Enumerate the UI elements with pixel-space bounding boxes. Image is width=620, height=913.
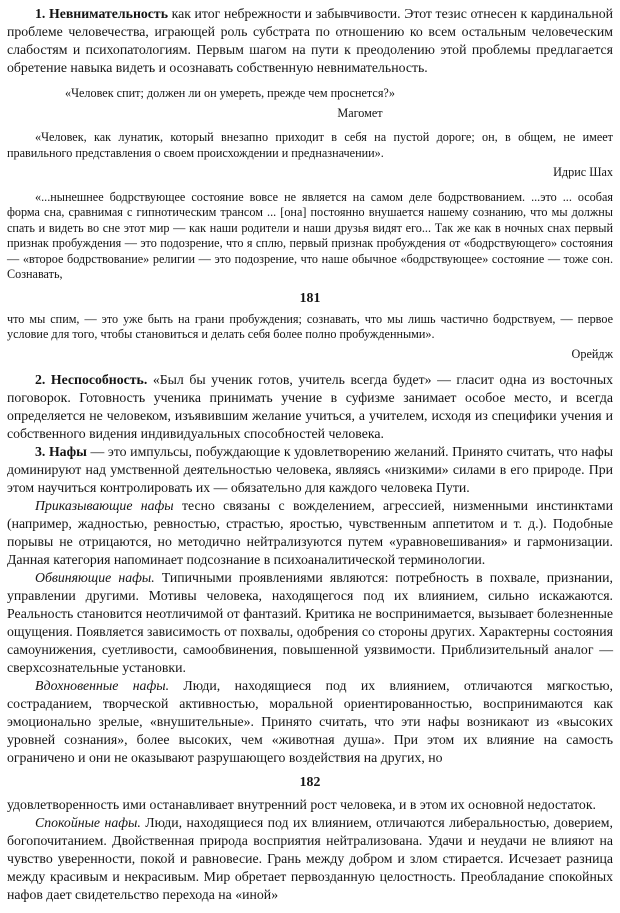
quote-orage-part1: «...нынешнее бодрствующее состояние вовсе не является на самом деле бодрствованием. ...это ... особая форма сна, сравнимая с гипнотическим трансом ... [она] постоянно внушается нашему сознанию, что мы должны спать и видеть во сне этот мир — как наши родители и наши друзья видят его... Так же как в ночных снах первый признак пробуждения — это подозрение, что я сплю, первый признак пробуждения от «бодрствующего» состояния — «второе бодрствование» религии — это подозрение, что наше обычное «бодрствующее» состояние — тоже сон. Сознавать,: [7, 189, 613, 281]
paragraph-nafs: [7, 443, 613, 497]
attribution-idries-shah: Идрис Шах: [553, 165, 613, 179]
paragraph-inspired-nafs-continuation: удовлетворенность ими останавливает внутренний рост человека, и в этом их основной недостаток.: [7, 797, 596, 812]
term-commanding-nafs: Приказывающие нафы: [35, 498, 174, 513]
attribution-orage: Орейдж: [571, 346, 613, 361]
term-accusing-nafs: Обвиняющие нафы.: [35, 570, 155, 585]
paragraph-inspired-nafs-text: Люди, находящиеся под их влиянием, отличаются мягкостью, состраданием, творческой активностью, моральной ориентированностью, воспринимаются как эмоционально зрелые, «внушительные». Принято считать, что эти нафы возникают из «высоких уровней сознания», более высоких, чем «животная душа». При этом их влияние на самость ограничено и они не оказывают разрушающего воздействия на других, но: [7, 678, 613, 765]
paragraph-serene-nafs-text: Люди, находящиеся под их влиянием, отличаются либеральностью, доверием, богопочитанием. Двойственная природа восприятия нейтрализована. Удачи и неудачи не влияют на чувство уверенности, покой и равновесие. Грань между добром и злом стирается. Исчезает разница между красивым и некрасивым. Мир обретает первозданную целостность. Преобладание спокойных нафов дает свидетельство перехода на «иной»: [7, 815, 613, 902]
quote-mahomet: «Человек спит; должен ли он умереть, прежде чем проснется?»: [65, 86, 395, 100]
paragraph-incapacity-text: «Был бы ученик готов, учитель всегда будет» — гласит одна из восточных поговорок. Готовность ученика принимать учение в суфизме занимает особое место, и всегда определяется не человеком, изъявившим желание учиться, а учителем, исходя из специфики учения и собственного видения индивидуальных способностей человека.: [7, 372, 613, 441]
page-number-181: 181: [299, 289, 321, 305]
term-serene-nafs: Спокойные нафы.: [35, 815, 141, 830]
paragraph-inspired-nafs: [7, 677, 613, 767]
attribution-mahomet: Магомет: [337, 105, 383, 120]
paragraph-inattention: [7, 5, 613, 77]
term-incapacity: 2. Неспособность.: [35, 372, 148, 387]
paragraph-accusing-nafs-text: Типичными проявлениями являются: потребность в похвале, признании, управлении другими. Мотивы человека, находящегося под их влиянием, сильно искажаются. Реальность становится неотличимой от фантазий. Критика не воспринимается, вызывает болезненные ощущения. Появляется зависимость от похвалы, одобрения со стороны других. Характерны состояния самоунижения, суетливости, самообвинения, повышенной уязвимости. Приблизительный аналог — сверхсознательные установки.: [7, 570, 613, 675]
quote-idries-shah: «Человек, как лунатик, который внезапно приходит в себя на пустой дороге; он, в общем, не имеет правильного представления о своем происхождении и предназначении».: [7, 130, 613, 160]
paragraph-serene-nafs: [7, 814, 613, 904]
quote-orage-part2: что мы спим, — это уже быть на грани пробуждения; сознавать, что мы лишь частично бодрствуем, — первое условие для того, чтобы становиться и делать себя более полно пробужденными».: [7, 311, 613, 341]
term-nafs: 3. Нафы: [35, 444, 87, 459]
paragraph-commanding-nafs: [7, 497, 613, 569]
paragraph-accusing-nafs: [7, 569, 613, 677]
paragraph-commanding-nafs-text: тесно связаны с вожделением, агрессией, низменными инстинктами (например, жадностью, ревностью, страстью, яростью, чувственным аппетитом и т. д.). Подобные порывы не отрицаются, но методично нейтрализуются путем «уравновешивания» и гармонизации. Данная категория напоминает подсознание в психоаналитической терминологии.: [7, 498, 613, 567]
term-inattention: 1. Невнимательность: [35, 6, 168, 21]
paragraph-nafs-text: — это импульсы, побуждающие к удовлетворению желаний. Принято считать, что нафы доминируют над умственной деятельностью человека, являясь «низкими» силами в его природе. При этом научиться контролировать их — обязательно для каждого человека Пути.: [7, 444, 613, 495]
paragraph-inattention-text: как итог небрежности и забывчивости. Этот тезис отнесен к кардинальной проблеме человечества, играющей роль субстрата по отношению ко всем остальным человеческим слабостям и психопатологиям. Первым шагом на пути к преодолению этой проблемы предлагается обретение навыка видеть и осознавать собственную невнимательность.: [7, 6, 613, 75]
term-inspired-nafs: Вдохновенные нафы.: [35, 678, 170, 693]
page-number-182: 182: [299, 774, 321, 789]
paragraph-incapacity: [7, 371, 613, 443]
